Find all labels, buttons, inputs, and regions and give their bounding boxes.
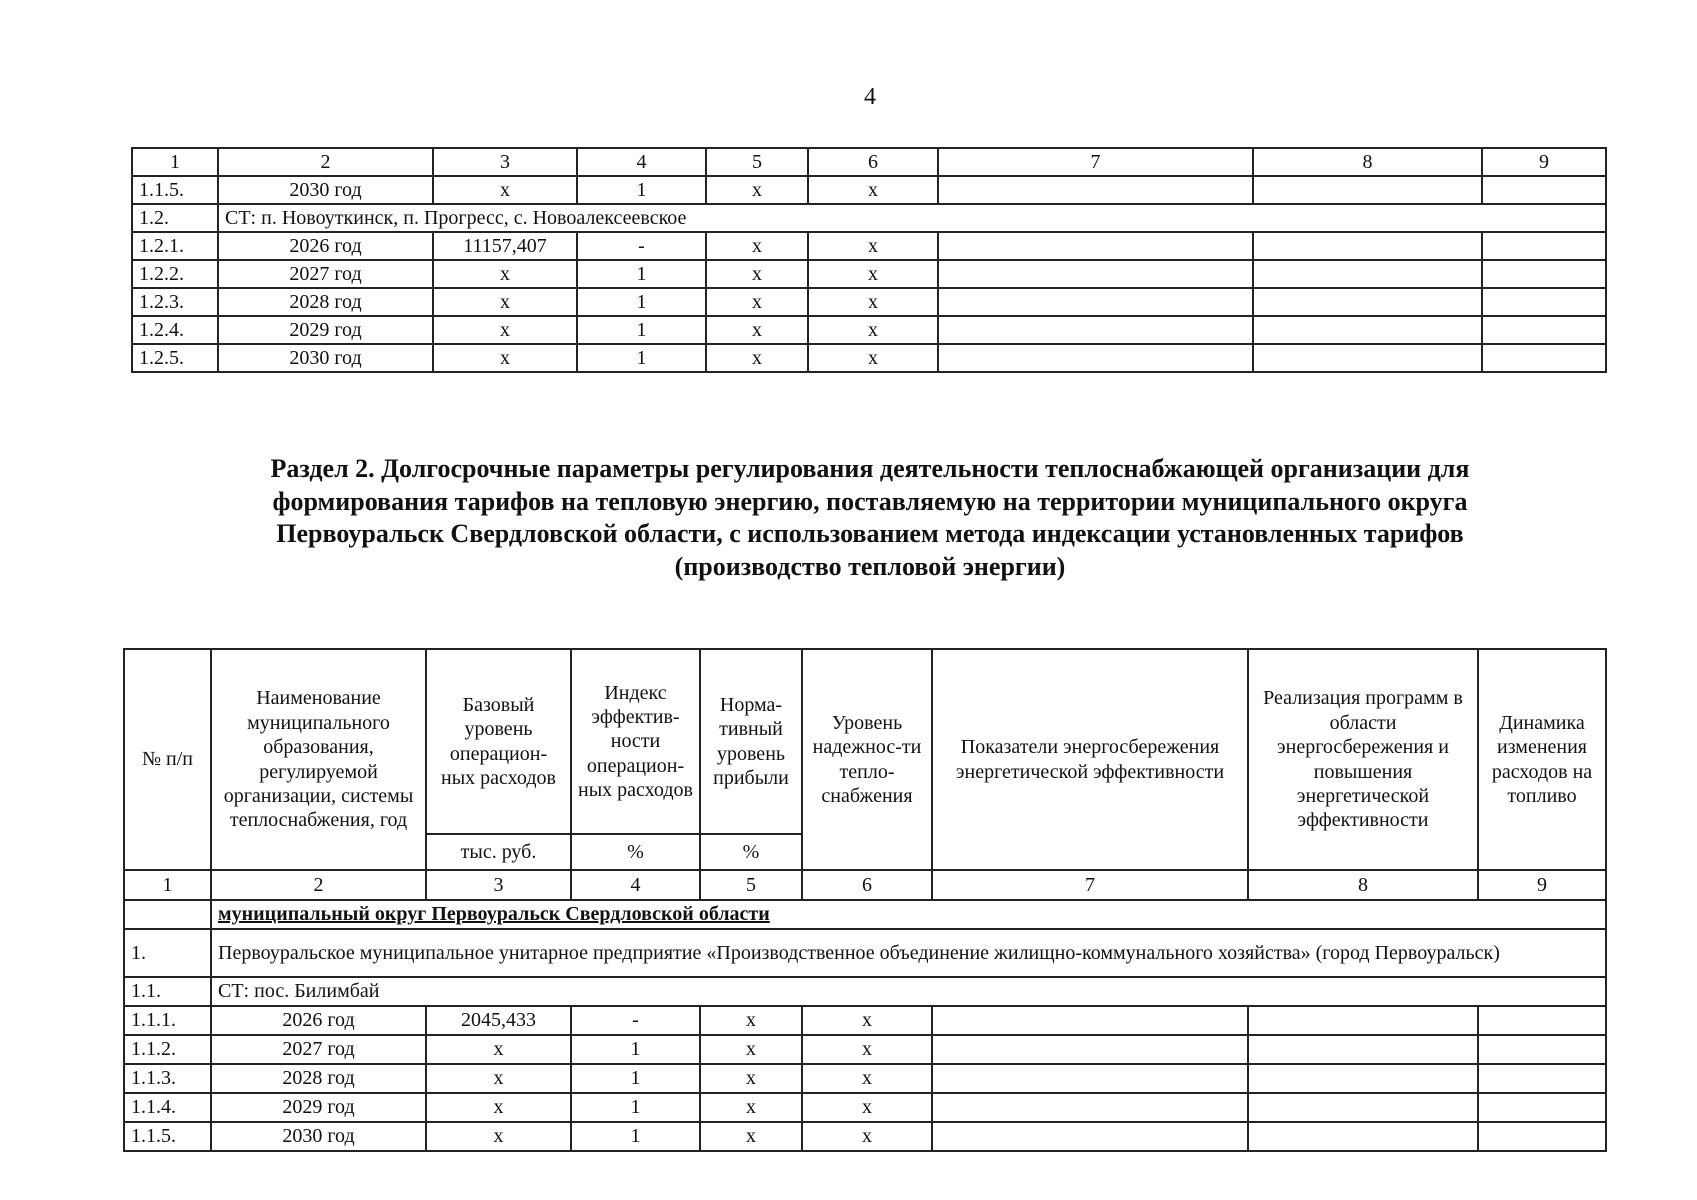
base-opex-value: х <box>433 260 577 288</box>
base-opex-value: х <box>426 1093 571 1122</box>
row-year: 2030 год <box>218 176 433 204</box>
efficiency-index-value: - <box>571 1006 700 1035</box>
row-year: 2027 год <box>211 1035 426 1064</box>
row-id: 1.1.4. <box>124 1093 211 1122</box>
column-number: 3 <box>433 148 577 176</box>
page-number: 4 <box>864 84 876 110</box>
column-number: 1 <box>132 148 218 176</box>
efficiency-index-value: 1 <box>571 1122 700 1151</box>
efficiency-index-value: 1 <box>577 176 706 204</box>
row-id: 1.1.5. <box>124 1122 211 1151</box>
row-year: 2030 год <box>211 1122 426 1151</box>
energy-programs-value <box>1248 1093 1478 1122</box>
efficiency-index-value: 1 <box>577 316 706 344</box>
normative-profit-value: х <box>706 232 808 260</box>
energy-indicators-value <box>932 1122 1248 1151</box>
base-opex-value: 11157,407 <box>433 232 577 260</box>
table-row <box>132 204 1606 232</box>
header-fuel-dynamics: Динамика изменения расходов на топливо <box>1478 649 1606 870</box>
fuel-dynamics-value <box>1482 344 1606 372</box>
normative-profit-value: х <box>706 176 808 204</box>
system-name: СТ: пос. Билимбай <box>211 977 1606 1006</box>
header-reliability: Уровень надежнос-ти тепло-снабжения <box>802 649 932 870</box>
energy-indicators-value <box>938 288 1253 316</box>
reliability-value: х <box>808 232 938 260</box>
reliability-value: х <box>808 344 938 372</box>
energy-programs-value <box>1248 1006 1478 1035</box>
group-label: СТ: п. Новоуткинск, п. Прогресс, с. Новоалексеевское <box>218 204 1606 232</box>
fuel-dynamics-value <box>1482 260 1606 288</box>
energy-programs-value <box>1248 1122 1478 1151</box>
parameters-table <box>123 648 1607 1152</box>
normative-profit-value: х <box>700 1064 802 1093</box>
energy-programs-value <box>1253 232 1482 260</box>
base-opex-value: х <box>433 176 577 204</box>
energy-indicators-value <box>932 1035 1248 1064</box>
energy-indicators-value <box>938 344 1253 372</box>
row-id: 1.2.3. <box>132 288 218 316</box>
fuel-dynamics-value <box>1478 1035 1606 1064</box>
energy-programs-value <box>1248 1035 1478 1064</box>
energy-indicators-value <box>938 260 1253 288</box>
energy-indicators-value <box>938 232 1253 260</box>
base-opex-value: х <box>426 1064 571 1093</box>
reliability-value: х <box>802 1006 932 1035</box>
energy-programs-value <box>1253 176 1482 204</box>
fuel-dynamics-value <box>1478 1064 1606 1093</box>
column-number: 4 <box>571 870 700 900</box>
column-number: 8 <box>1248 870 1478 900</box>
table-row <box>124 1064 1606 1093</box>
column-number: 2 <box>218 148 433 176</box>
energy-programs-value <box>1253 316 1482 344</box>
energy-programs-value <box>1253 260 1482 288</box>
unit-base-opex: тыс. руб. <box>426 834 571 870</box>
efficiency-index-value: 1 <box>577 288 706 316</box>
column-number: 7 <box>932 870 1248 900</box>
table-row <box>132 288 1606 316</box>
table-row <box>132 260 1606 288</box>
column-number: 6 <box>808 148 938 176</box>
fuel-dynamics-value <box>1478 1006 1606 1035</box>
normative-profit-value: х <box>706 344 808 372</box>
unit-normative-profit: % <box>700 834 802 870</box>
org-name: Первоуральское муниципальное унитарное предприятие «Производственное объединение жилищно-коммунального хозяйства» (город Первоуральск) <box>211 929 1606 977</box>
energy-indicators-value <box>932 1006 1248 1035</box>
table-row <box>132 344 1606 372</box>
reliability-value: х <box>802 1093 932 1122</box>
base-opex-value: х <box>433 288 577 316</box>
row-year: 2029 год <box>211 1093 426 1122</box>
efficiency-index-value: 1 <box>577 260 706 288</box>
fuel-dynamics-value <box>1478 1122 1606 1151</box>
table-row <box>132 176 1606 204</box>
reliability-value: х <box>802 1122 932 1151</box>
region-name: муниципальный округ Первоуральск Свердловской области <box>211 900 1606 929</box>
continuation-table-body <box>132 148 1606 372</box>
column-number: 9 <box>1478 870 1606 900</box>
normative-profit-value: х <box>700 1035 802 1064</box>
row-year: 2026 год <box>211 1006 426 1035</box>
row-year: 2027 год <box>218 260 433 288</box>
reliability-value: х <box>802 1064 932 1093</box>
row-id: 1.2.2. <box>132 260 218 288</box>
column-number: 4 <box>577 148 706 176</box>
row-id: 1.1.2. <box>124 1035 211 1064</box>
header-energy-saving-indicators: Показатели энергосбережения энергетической эффективности <box>932 649 1248 870</box>
row-year: 2028 год <box>211 1064 426 1093</box>
table-row <box>132 316 1606 344</box>
header-energy-programs: Реализация программ в области энергосбережения и повышения энергетической эффективности <box>1248 649 1478 870</box>
reliability-value: х <box>808 288 938 316</box>
row-id: 1.2. <box>132 204 218 232</box>
org-id: 1. <box>124 929 211 977</box>
base-opex-value: х <box>426 1122 571 1151</box>
table-row <box>124 1093 1606 1122</box>
row-id: 1.2.4. <box>132 316 218 344</box>
energy-indicators-value <box>932 1064 1248 1093</box>
energy-indicators-value <box>932 1093 1248 1122</box>
base-opex-value: х <box>426 1035 571 1064</box>
normative-profit-value: х <box>706 288 808 316</box>
normative-profit-value: х <box>706 316 808 344</box>
energy-programs-value <box>1253 288 1482 316</box>
column-number: 3 <box>426 870 571 900</box>
reliability-value: х <box>808 176 938 204</box>
column-numbering-row <box>132 148 1606 176</box>
parameters-table-body <box>124 1006 1606 1151</box>
fuel-dynamics-value <box>1478 1093 1606 1122</box>
fuel-dynamics-value <box>1482 232 1606 260</box>
efficiency-index-value: - <box>577 232 706 260</box>
reliability-value: х <box>808 316 938 344</box>
system-id: 1.1. <box>124 977 211 1006</box>
column-numbering-row <box>124 870 1606 900</box>
efficiency-index-value: 1 <box>577 344 706 372</box>
row-id: 1.1.3. <box>124 1064 211 1093</box>
row-year: 2028 год <box>218 288 433 316</box>
column-number: 8 <box>1253 148 1482 176</box>
header-efficiency-index: Индекс эффектив-ности операцион-ных расходов <box>571 649 700 834</box>
header-name: Наименование муниципального образования, регулируемой организации, системы теплоснабжения, год <box>211 649 426 870</box>
table-row <box>124 1122 1606 1151</box>
normative-profit-value: х <box>706 260 808 288</box>
energy-indicators-value <box>938 316 1253 344</box>
normative-profit-value: х <box>700 1093 802 1122</box>
row-year: 2030 год <box>218 344 433 372</box>
section-title: Раздел 2. Долгосрочные параметры регулирования деятельности теплоснабжающей организации для формирования тарифов на тепловую энергию, поставляемую на территории муниципального округа Первоуральск Свердловской области, с использованием метода индексации установленных тарифов (производство тепловой энергии) <box>270 454 1470 581</box>
reliability-value: х <box>808 260 938 288</box>
efficiency-index-value: 1 <box>571 1035 700 1064</box>
column-number: 5 <box>700 870 802 900</box>
row-year: 2026 год <box>218 232 433 260</box>
table-row <box>124 1006 1606 1035</box>
column-number: 6 <box>802 870 932 900</box>
efficiency-index-value: 1 <box>571 1064 700 1093</box>
row-id: 1.2.1. <box>132 232 218 260</box>
row-id: 1.1.5. <box>132 176 218 204</box>
header-number: № п/п <box>124 649 211 870</box>
row-id: 1.1.1. <box>124 1006 211 1035</box>
base-opex-value: 2045,433 <box>426 1006 571 1035</box>
column-number: 2 <box>211 870 426 900</box>
header-base-opex: Базовый уровень операцион-ных расходов <box>426 649 571 834</box>
fuel-dynamics-value <box>1482 176 1606 204</box>
base-opex-value: х <box>433 344 577 372</box>
energy-indicators-value <box>938 176 1253 204</box>
normative-profit-value: х <box>700 1122 802 1151</box>
region-spacer <box>124 900 211 929</box>
reliability-value: х <box>802 1035 932 1064</box>
table-row <box>124 1035 1606 1064</box>
continuation-table <box>131 147 1607 373</box>
row-year: 2029 год <box>218 316 433 344</box>
efficiency-index-value: 1 <box>571 1093 700 1122</box>
base-opex-value: х <box>433 316 577 344</box>
energy-programs-value <box>1248 1064 1478 1093</box>
table-row <box>132 232 1606 260</box>
column-number: 1 <box>124 870 211 900</box>
fuel-dynamics-value <box>1482 316 1606 344</box>
column-number: 7 <box>938 148 1253 176</box>
header-normative-profit: Норма-тивный уровень прибыли <box>700 649 802 834</box>
row-id: 1.2.5. <box>132 344 218 372</box>
fuel-dynamics-value <box>1482 288 1606 316</box>
column-number: 9 <box>1482 148 1606 176</box>
normative-profit-value: х <box>700 1006 802 1035</box>
energy-programs-value <box>1253 344 1482 372</box>
unit-efficiency-index: % <box>571 834 700 870</box>
column-number: 5 <box>706 148 808 176</box>
